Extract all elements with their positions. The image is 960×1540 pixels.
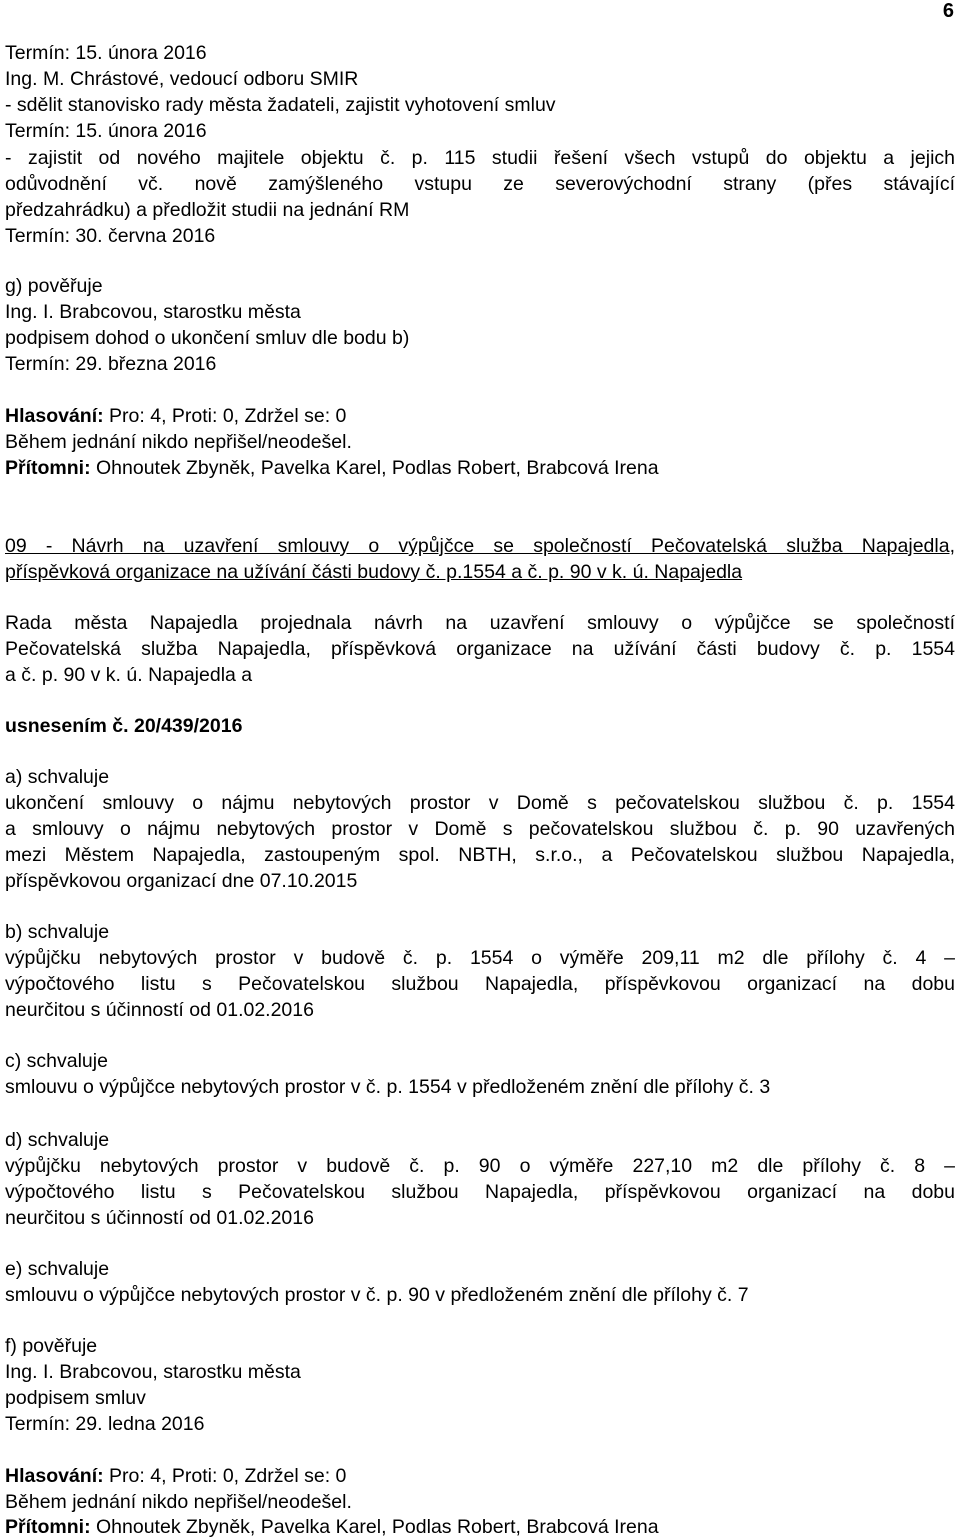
- section-a-text: ukončení smlouvy o nájmu nebytových prostor v Domě s pečovatelskou službou č. p. 1554: [5, 792, 955, 814]
- task-line: předzahrádku) a předložit studii na jednání RM: [5, 199, 410, 221]
- section-heading-b: b) schvaluje: [5, 921, 110, 943]
- responsible-person: Ing. I. Brabcovou, starostku města: [5, 301, 301, 323]
- section-a-text: mezi Městem Napajedla, zastoupeným spol. NBTH, s.r.o., a Pečovatelskou službou Napajedla,: [5, 844, 955, 866]
- deadline-line: Termín: 30. června 2016: [5, 225, 216, 247]
- page-number: 6: [942, 0, 954, 22]
- section-heading-f: f) pověřuje: [5, 1335, 98, 1357]
- section-heading-c: c) schvaluje: [5, 1050, 108, 1072]
- vote-label: Hlasování:: [5, 405, 104, 427]
- intro-paragraph: Pečovatelská služba Napajedla, příspěvková organizace na užívání části budovy č. p. 1554: [5, 638, 955, 660]
- deadline-line: Termín: 29. března 2016: [5, 353, 217, 375]
- intro-paragraph: Rada města Napajedla projednala návrh na uzavření smlouvy o výpůjčce se společností: [5, 612, 955, 634]
- intro-paragraph: a č. p. 90 v k. ú. Napajedla a: [5, 664, 253, 686]
- task-line: odůvodnění vč. nově zamýšleného vstupu ze severovýchodní strany (přes stávající: [5, 173, 955, 195]
- vote-result: Pro: 4, Proti: 0, Zdržel se: 0: [103, 1465, 347, 1487]
- section-d-text: výpůjčku nebytových prostor v budově č. p. 90 o výměře 227,10 m2 dle přílohy č. 8 –: [5, 1155, 955, 1177]
- agenda-item-title: příspěvková organizace na užívání části budovy č. p.1554 a č. p. 90 v k. ú. Napajedla: [5, 561, 743, 583]
- deadline-line: Termín: 15. února 2016: [5, 42, 207, 64]
- deadline-line: Termín: 15. února 2016: [5, 120, 207, 142]
- present-label: Přítomni:: [5, 457, 91, 479]
- section-d-text: neurčitou s účinností od 01.02.2016: [5, 1207, 314, 1229]
- present-names: Ohnoutek Zbyněk, Pavelka Karel, Podlas Robert, Brabcová Irena: [90, 457, 659, 479]
- attendance-note: Během jednání nikdo nepřišel/neodešel.: [5, 431, 352, 453]
- section-a-text: a smlouvy o nájmu nebytových prostor v Domě s pečovatelskou službou č. p. 90 uzavřených: [5, 818, 955, 840]
- section-c-text: smlouvu o výpůjčce nebytových prostor v č. p. 1554 v předloženém znění dle přílohy č. 3: [5, 1076, 771, 1098]
- vote-line: [5, 1463, 955, 1489]
- section-b-text: výpočtového listu s Pečovatelskou službou Napajedla, příspěvkovou organizací na dobu: [5, 973, 955, 995]
- task-line: podpisem dohod o ukončení smluv dle bodu b): [5, 327, 410, 349]
- attendance-note: Během jednání nikdo nepřišel/neodešel.: [5, 1491, 352, 1513]
- responsible-person: Ing. M. Chrástové, vedoucí odboru SMIR: [5, 68, 359, 90]
- present-line: [5, 1514, 955, 1540]
- section-heading-g: g) pověřuje: [5, 275, 103, 297]
- section-a-text: příspěvkovou organizací dne 07.10.2015: [5, 870, 358, 892]
- resolution-number: usnesením č. 20/439/2016: [5, 715, 243, 737]
- section-b-text: výpůjčku nebytových prostor v budově č. p. 1554 o výměře 209,11 m2 dle přílohy č. 4 –: [5, 947, 955, 969]
- present-line: [5, 455, 955, 481]
- section-heading-a: a) schvaluje: [5, 766, 110, 788]
- section-d-text: výpočtového listu s Pečovatelskou službou Napajedla, příspěvkovou organizací na dobu: [5, 1181, 955, 1203]
- present-names: Ohnoutek Zbyněk, Pavelka Karel, Podlas Robert, Brabcová Irena: [90, 1516, 659, 1538]
- vote-result: Pro: 4, Proti: 0, Zdržel se: 0: [103, 405, 347, 427]
- task-line: podpisem smluv: [5, 1387, 146, 1409]
- vote-line: [5, 403, 955, 429]
- responsible-person: Ing. I. Brabcovou, starostku města: [5, 1361, 301, 1383]
- task-line: - sdělit stanovisko rady města žadateli, zajistit vyhotovení smluv: [5, 94, 556, 116]
- section-b-text: neurčitou s účinností od 01.02.2016: [5, 999, 314, 1021]
- deadline-line: Termín: 29. ledna 2016: [5, 1413, 205, 1435]
- task-line: - zajistit od nového majitele objektu č. p. 115 studii řešení všech vstupů do objektu a jejich: [5, 147, 955, 169]
- vote-label: Hlasování:: [5, 1465, 104, 1487]
- section-heading-e: e) schvaluje: [5, 1258, 110, 1280]
- agenda-item-title: 09 - Návrh na uzavření smlouvy o výpůjčce se společností Pečovatelská služba Napajedla,: [5, 535, 955, 557]
- section-heading-d: d) schvaluje: [5, 1129, 110, 1151]
- section-e-text: smlouvu o výpůjčce nebytových prostor v č. p. 90 v předloženém znění dle přílohy č. 7: [5, 1284, 749, 1306]
- present-label: Přítomni:: [5, 1516, 91, 1538]
